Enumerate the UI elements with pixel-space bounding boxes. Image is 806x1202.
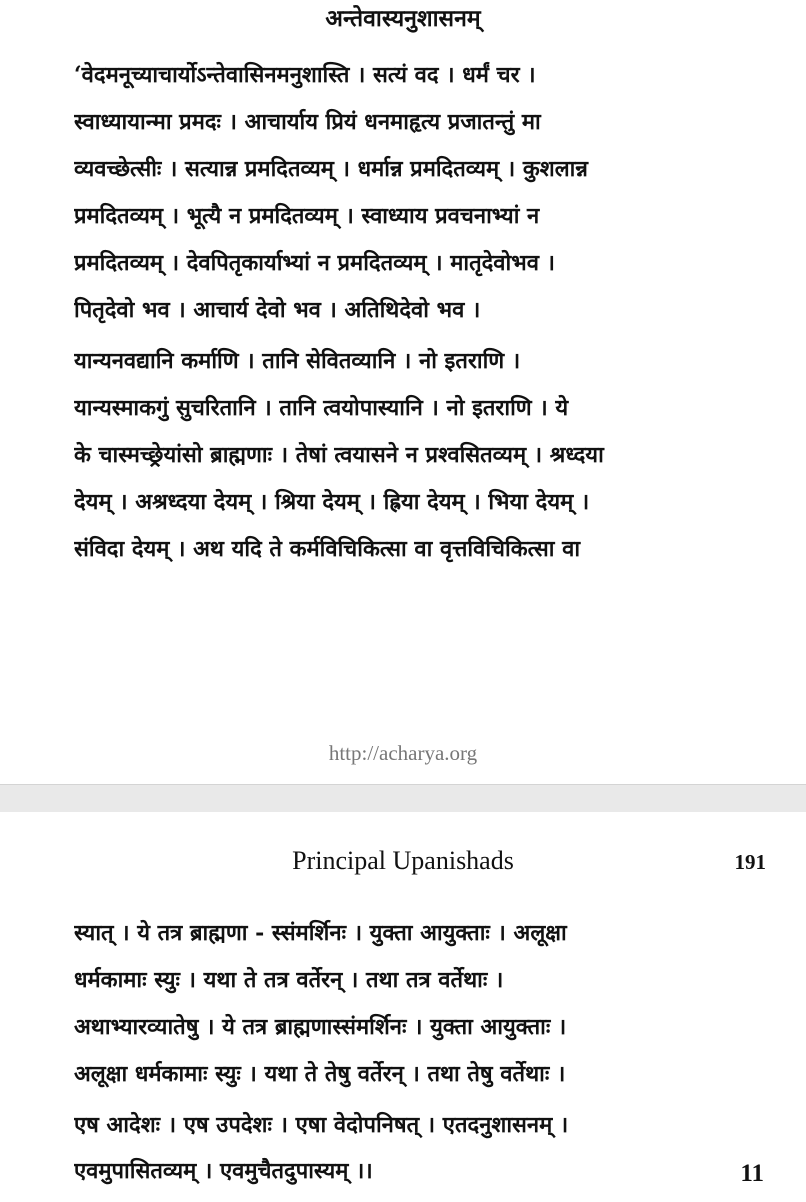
source-url: http://acharya.org (328, 741, 478, 765)
text-line: प्रमदितव्यम् । देवपितृकार्याभ्यां न प्रमदितव्यम् । मातृदेवोभव । (74, 250, 555, 276)
text-line: धर्मकामाः स्युः । यथा ते तत्र वर्तेरन् । तथा तत्र वर्तेथाः । (74, 967, 504, 993)
paragraph-2 (74, 338, 768, 573)
text-line: एवमुपासितव्यम् । एवमुचैतदुपास्यम् ।। (74, 1158, 373, 1184)
text-line: ‘वेदमनूच्याचार्योऽन्तेवासिनमनुशास्ति । सत्यं वद । धर्मं चर । (74, 62, 536, 88)
text-line: व्यवच्छेत्सीः । सत्यान्न प्रमदितव्यम् । धर्मान्न प्रमदितव्यम् । कुशलान्न (74, 156, 588, 182)
text-line: एष आदेशः । एष उपदेशः । एषा वेदोपनिषत् । एतदनुशासनम् । (74, 1112, 569, 1138)
page-divider (0, 784, 806, 814)
text-line: पितृदेवो भव । आचार्य देवो भव । अतिथिदेवो भव । (74, 297, 481, 323)
paragraph-1 (74, 52, 768, 334)
text-line: अथाभ्यारव्यातेषु । ये तत्र ब्राह्मणास्संमर्शिनः । युक्ता आयुक्ताः । (74, 1014, 567, 1040)
text-line: स्वाध्यायान्मा प्रमदः । आचार्याय प्रियं धनमाहृत्य प्रजातन्तुं मा (74, 109, 541, 135)
page-number: 191 (734, 850, 766, 874)
text-line: प्रमदितव्यम् । भूत्यै न प्रमदितव्यम् । स्वाध्याय प्रवचनाभ्यां न (74, 203, 540, 229)
text-line: यान्यस्माकगुं सुचरितानि । तानि त्वयोपास्यानि । नो इतराणि । ये (74, 395, 569, 421)
text-line: स्यात् । ये तत्र ब्राह्मणा - स्संमर्शिनः । युक्ता आयुक्ताः । अलूक्षा (74, 920, 567, 946)
verse-number: 11 (740, 1160, 764, 1187)
text-line: यान्यनवद्यानि कर्माणि । तानि सेवितव्यानि । नो इतराणि । (74, 348, 521, 374)
paragraph-4 (74, 1102, 768, 1194)
text-line: अलूक्षा धर्मकामाः स्युः । यथा ते तेषु वर्तेरन् । तथा तेषु वर्तेथाः । (74, 1061, 566, 1087)
text-line: के चास्मच्छ्रेयांसो ब्राह्मणाः । तेषां त्वयासने न प्रश्वसितव्यम् । श्रध्दया (74, 442, 604, 468)
paragraph-3 (74, 910, 768, 1098)
book-title: Principal Upanishads (292, 846, 514, 875)
text-line: संविदा देयम् । अथ यदि ते कर्मविचिकित्सा वा वृत्तविचिकित्सा वा (74, 536, 581, 562)
text-line: देयम् । अश्रध्दया देयम् । श्रिया देयम् । ह्रिया देयम् । भिया देयम् । (74, 489, 590, 515)
running-head: अन्तेवास्यनुशासनम् (325, 5, 481, 32)
